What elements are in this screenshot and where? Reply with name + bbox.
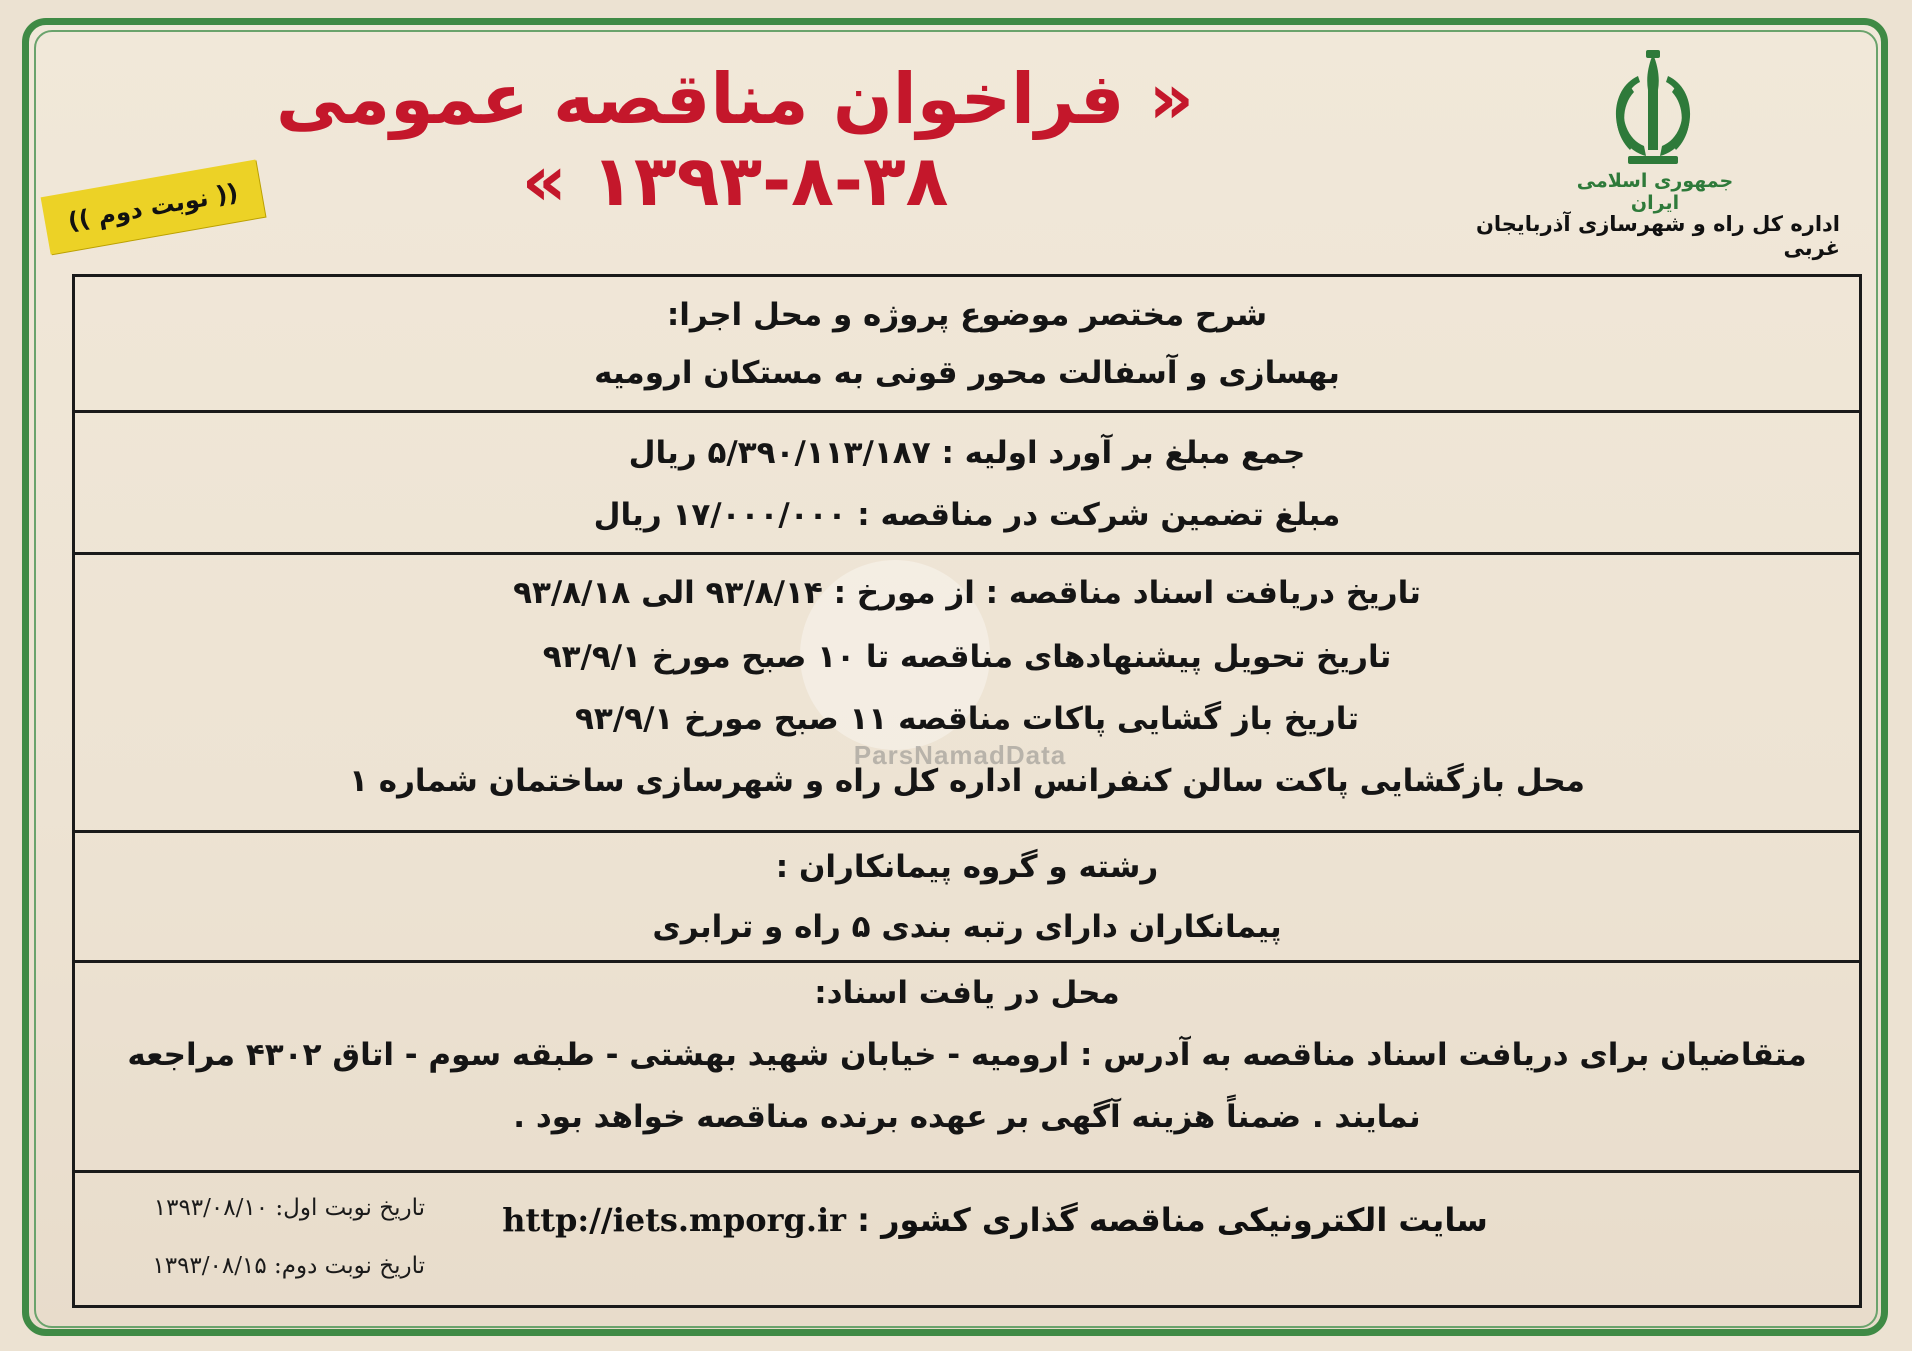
bid-opening-date: تاریخ باز گشایی پاکات مناقصه ۱۱ صبح مورخ ۹۳/۹/۱	[575, 701, 1359, 737]
document-location-address: متقاضیان برای دریافت اسناد مناقصه به آدرس : ارومیه - خیابان شهید بهشتی - طبقه سوم - اتاق ۴۳۰۲ مراجعه	[127, 1037, 1807, 1073]
notice-title: « فراخوان مناقصه عمومی ۳۸-۸-۱۳۹۳ »	[275, 58, 1195, 222]
contractors-requirement: پیمانکاران دارای رتبه بندی ۵ راه و ترابری	[652, 909, 1282, 945]
guarantee-amount: مبلغ تضمین شرکت در مناقصه : ۱۷/۰۰۰/۰۰۰ ریال	[593, 497, 1341, 533]
section-document-location	[75, 963, 1859, 1173]
watermark-text: ParsNamadData	[853, 740, 1067, 770]
tender-site-url[interactable]: http://iets.mporg.ir	[502, 1201, 847, 1239]
advertising-cost-note: نمایند . ضمناً هزینه آگهی بر عهده برنده مناقصه خواهد بود .	[513, 1099, 1421, 1135]
document-location-heading: محل در یافت اسناد:	[814, 975, 1120, 1011]
tender-site-label: سایت الکترونیکی مناقصه گذاری کشور :	[857, 1201, 1488, 1239]
estimated-amount: جمع مبلغ بر آورد اولیه : ۵/۳۹۰/۱۱۳/۱۸۷ ریال	[628, 435, 1306, 471]
country-label: جمهوری اسلامی ایران	[1576, 170, 1734, 214]
section-amounts	[75, 413, 1859, 555]
details-table	[72, 274, 1862, 1308]
section-footer	[75, 1173, 1859, 1308]
section-dates	[75, 555, 1859, 833]
section-contractors	[75, 833, 1859, 963]
bid-delivery-date: تاریخ تحویل پیشنهادهای مناقصه تا ۱۰ صبح مورخ ۹۳/۹/۱	[542, 639, 1392, 675]
tender-site	[455, 1201, 1535, 1239]
document-receipt-date: تاریخ دریافت اسناد مناقصه : از مورخ : ۹۳/۸/۱۴ الی ۹۳/۸/۱۸	[513, 575, 1421, 611]
project-heading: شرح مختصر موضوع پروژه و محل اجرا:	[666, 297, 1268, 333]
contractors-heading: رشته و گروه پیمانکاران :	[775, 849, 1159, 885]
project-description: بهسازی و آسفالت محور قونی به مستکان ارومیه	[594, 355, 1340, 391]
organization-name: اداره کل راه و شهرسازی آذربایجان غربی	[1475, 212, 1840, 260]
section-project	[75, 277, 1859, 413]
second-publication-date: تاریخ نوبت دوم: ۱۳۹۳/۰۸/۱۵	[152, 1253, 425, 1279]
bid-opening-location: محل بازگشایی پاکت سالن کنفرانس اداره کل راه و شهرسازی ساختمان شماره ۱	[349, 763, 1585, 799]
round-badge: (( نوبت دوم ))	[41, 160, 266, 255]
first-publication-date: تاریخ نوبت اول: ۱۳۹۳/۰۸/۱۰	[153, 1195, 425, 1221]
iran-emblem-icon	[1588, 46, 1718, 176]
